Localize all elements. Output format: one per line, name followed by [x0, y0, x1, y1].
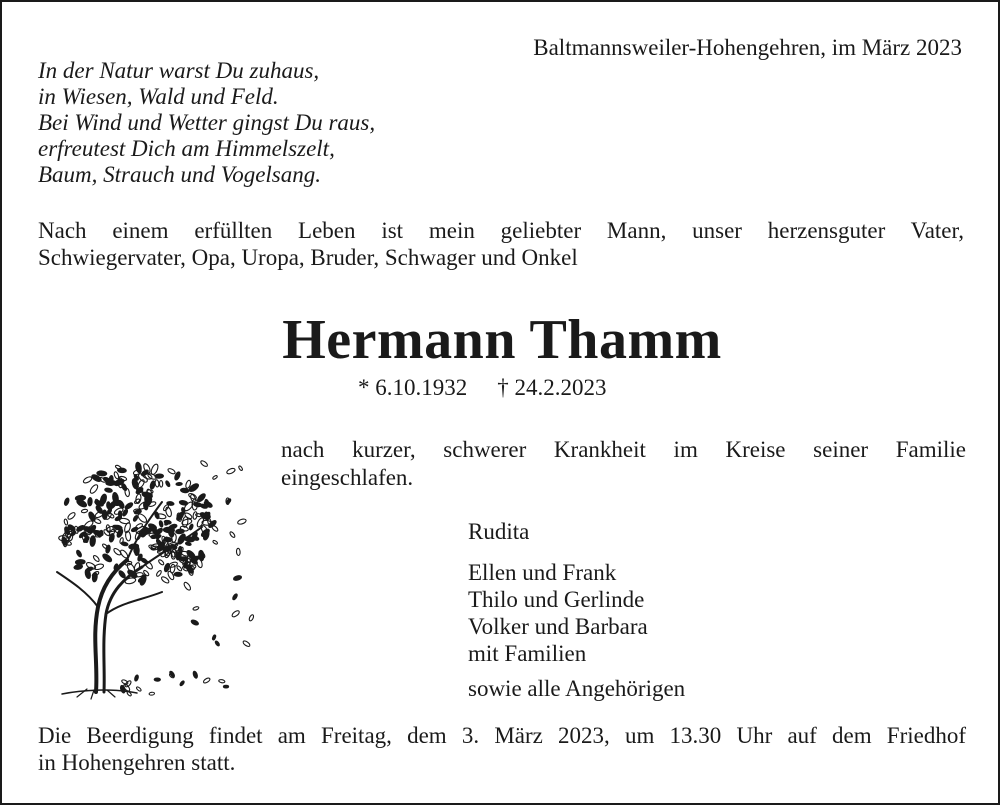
intro-text	[38, 217, 964, 271]
poem-line: erfreutest Dich am Himmelszelt,	[38, 136, 335, 161]
poem-line: In der Natur warst Du zuhaus,	[38, 58, 320, 83]
place-and-date: Baltmannsweiler-Hohengehren, im März 2023	[533, 35, 962, 60]
funeral-line-1: Die Beerdigung findet am Freitag, dem 3. März 2023, um 13.30 Uhr auf dem Friedhof	[38, 723, 966, 748]
mourner-spouse: Rudita	[468, 519, 530, 544]
poem-line: Baum, Strauch und Vogelsang.	[38, 162, 322, 187]
mourner-others: sowie alle Angehörigen	[468, 676, 686, 701]
mourner-child: Ellen und Frank	[468, 560, 617, 585]
death-date: † 24.2.2023	[497, 375, 607, 400]
deceased-name: Hermann Thamm	[282, 309, 722, 371]
poem-line: Bei Wind und Wetter gingst Du raus,	[38, 110, 376, 135]
mourner-child: Thilo und Gerlinde	[468, 587, 645, 612]
funeral-line-2: in Hohengehren statt.	[38, 750, 236, 775]
passing-line-1: nach kurzer, schwerer Krankheit im Kreise seiner Familie	[281, 437, 966, 462]
tree-icon	[32, 442, 257, 702]
poem	[38, 58, 375, 188]
life-dates	[358, 374, 607, 402]
intro-line-1: Nach einem erfüllten Leben ist mein geliebter Mann, unser herzensguter Vater,	[38, 218, 964, 243]
mourners-list	[468, 518, 685, 702]
mourner-child: Volker und Barbara	[468, 614, 648, 639]
mourner-families: mit Familien	[468, 641, 587, 666]
poem-line: in Wiesen, Wald und Feld.	[38, 84, 279, 109]
birth-date: * 6.10.1932	[358, 375, 468, 400]
passing-line-2: eingeschlafen.	[281, 465, 414, 490]
funeral-info	[38, 722, 966, 776]
intro-line-2: Schwiegervater, Opa, Uropa, Bruder, Schwager und Onkel	[38, 245, 578, 270]
passing-text	[281, 436, 966, 492]
